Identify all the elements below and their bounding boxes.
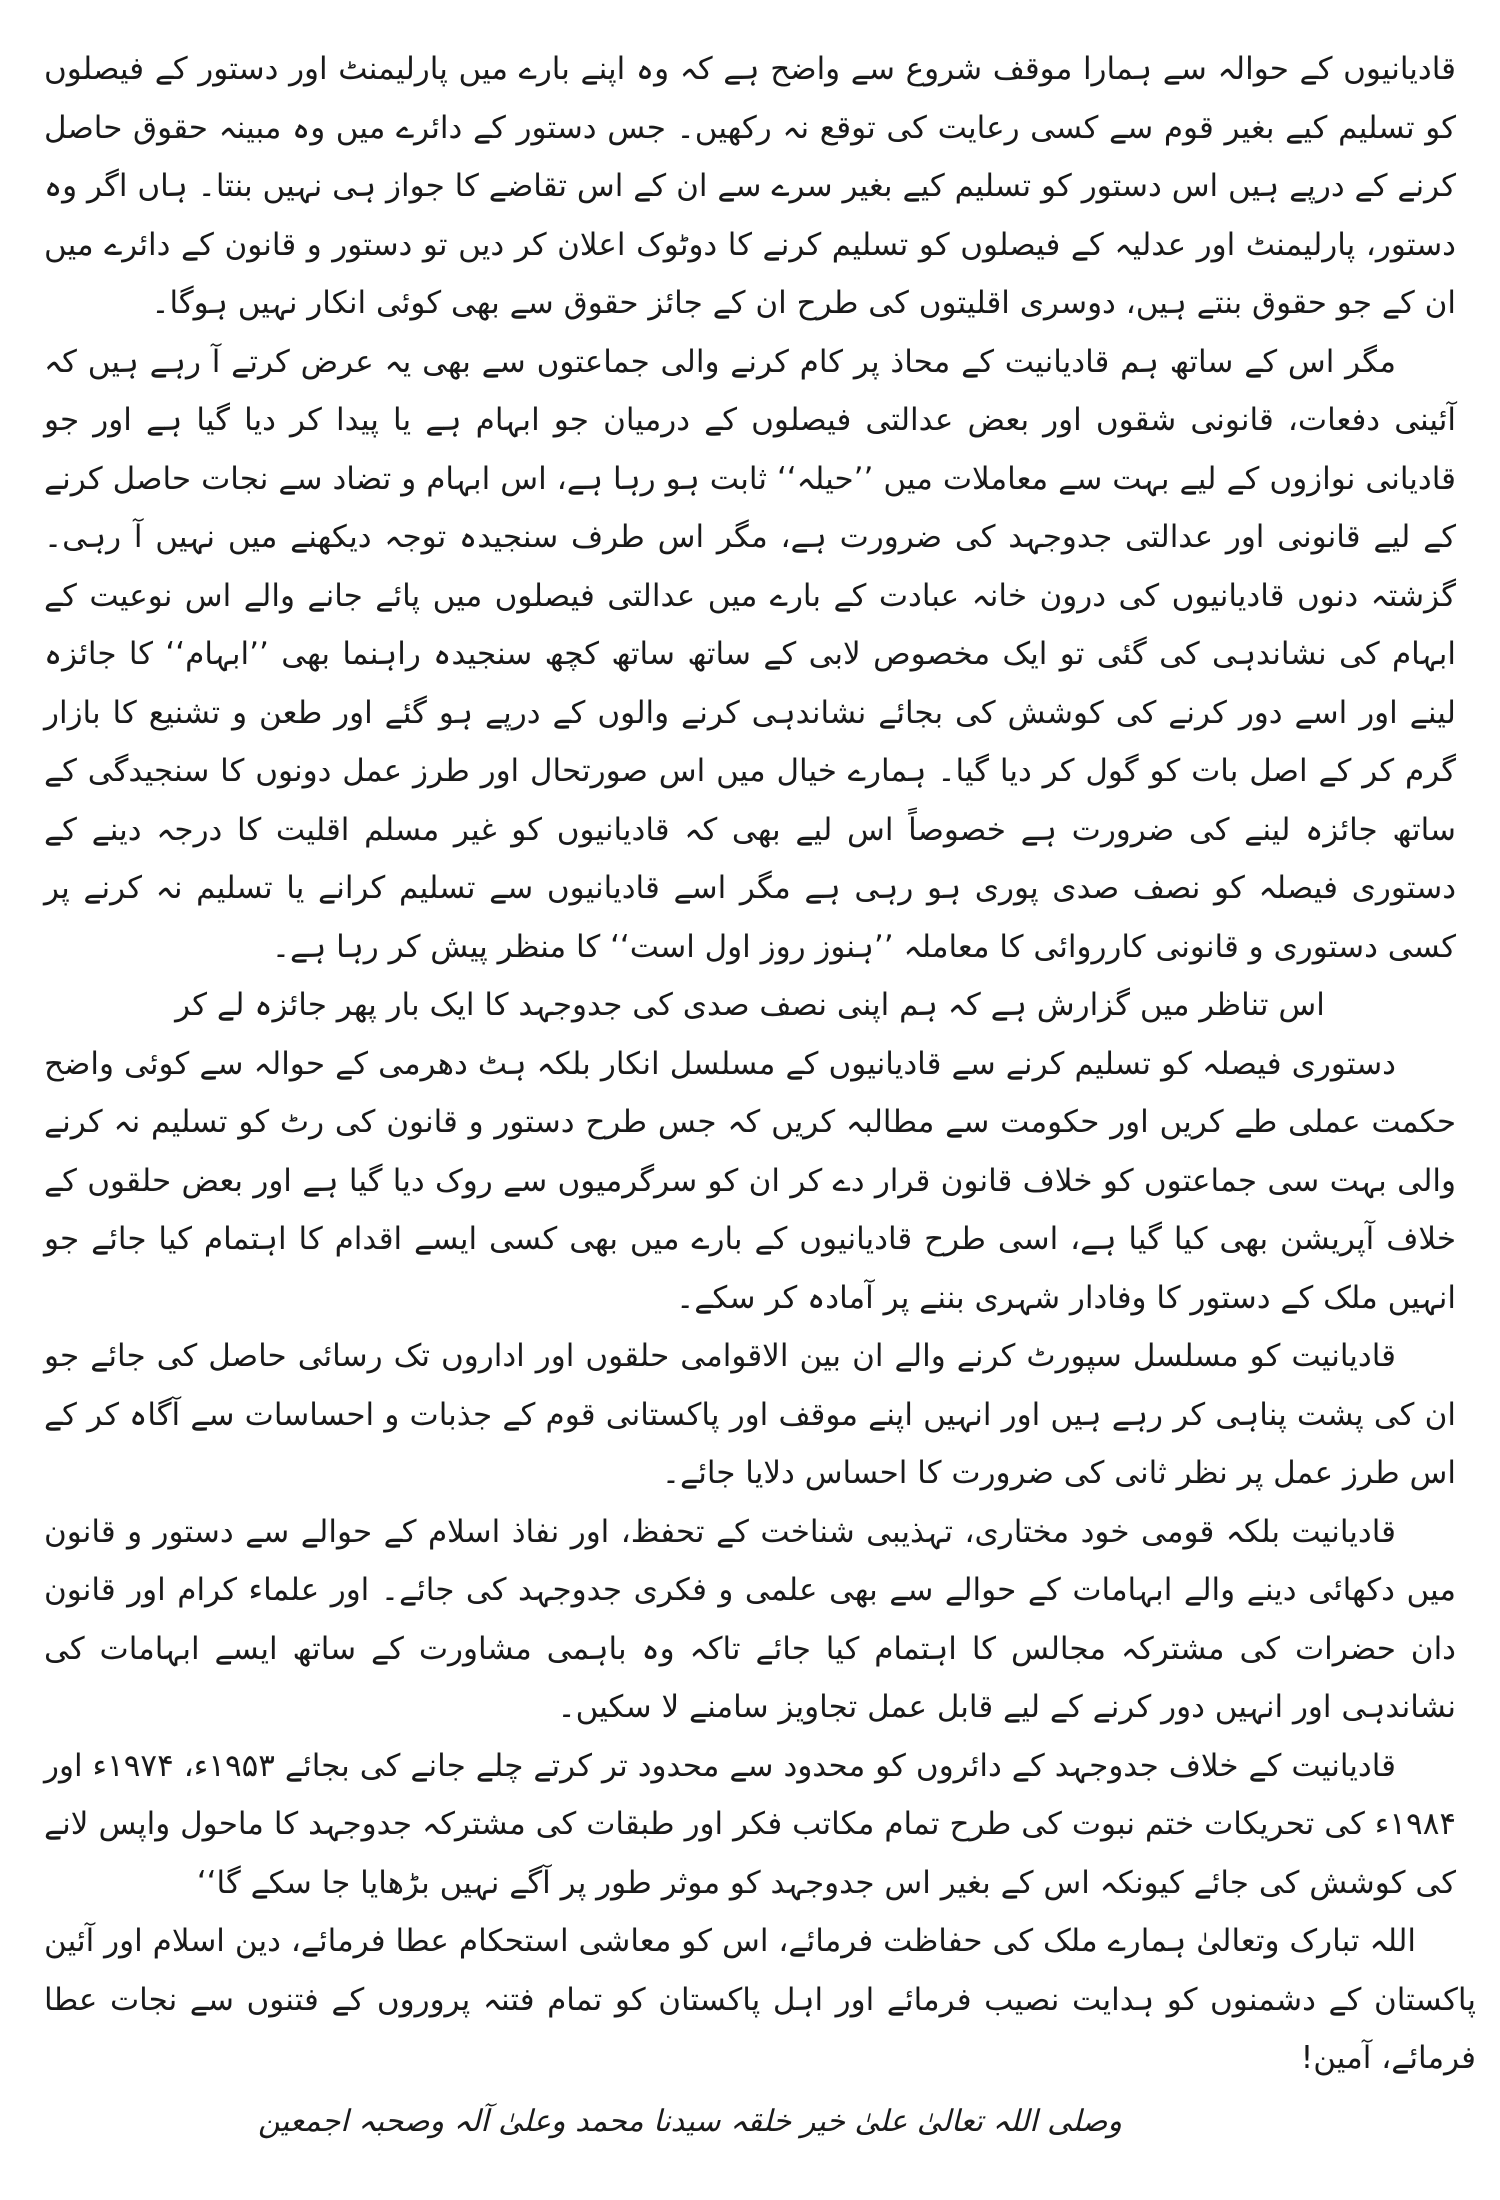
paragraph-prayer: اللہ تبارک وتعالیٰ ہمارے ملک کی حفاظت فرمائے، اس کو معاشی استحکام عطا فرمائے، دین اسلام اور آئین پاکستان کے دشمنوں کو ہدایت نصیب فرمائے اور اہل پاکستان کو تمام فتنہ پروروں کے فتنوں سے نجات عطا فرمائے، آمین! (44, 1923, 1476, 2076)
paragraph-legal-ambiguity: مگر اس کے ساتھ ہم قادیانیت کے محاذ پر کام کرنے والی جماعتوں سے بھی یہ عرض کرتے آ رہے ہیں کہ آئینی دفعات، قانونی شقوں اور بعض عدالتی فیصلوں کے درمیان جو ابہام ہے یا پیدا کر دیا گیا ہے اور جو قادیانی نوازوں کے لیے بہت سے معاملات میں ’’حیلہ‘‘ ثابت ہو رہا ہے، اس ابہام و تضاد سے نجات حاصل کرنے کے لیے قانونی اور عدالتی جدوجہد کی ضرورت ہے، مگر اس طرف سنجیدہ توجہ دیکھنے میں نہیں آ رہی۔ گزشتہ دنوں قادیانیوں کی درون خانہ عبادت کے بارے میں عدالتی فیصلوں میں پائے جانے والے اس نوعیت کے ابہام کی نشاندہی کی گئی تو ایک مخصوص لابی کے ساتھ ساتھ کچھ سنجیدہ راہنما بھی ’’ابہام‘‘ کا جائزہ لینے اور اسے دور کرنے کی کوشش کی بجائے نشاندہی کرنے والوں کے درپے ہو گئے اور طعن و تشنیع کا بازار گرم کر کے اصل بات کو گول کر دیا گیا۔ ہمارے خیال میں اس صورتحال اور طرز عمل دونوں کا سنجیدگی کے ساتھ جائزہ لینے کی ضرورت ہے خصوصاً اس لیے بھی کہ قادیانیوں کو غیر مسلم اقلیت کا درجہ دینے کے دستوری فیصلہ کو نصف صدی پوری ہو رہی ہے مگر اسے قادیانیوں سے تسلیم کرانے یا تسلیم نہ کرنے پر کسی دستوری و قانونی کارروائی کا معاملہ ’’ہنوز روز اول است‘‘ کا منظر پیش کر رہا ہے۔ (44, 343, 1457, 965)
paragraph-strategy-demand: دستوری فیصلہ کو تسلیم کرنے سے قادیانیوں کے مسلسل انکار بلکہ ہٹ دھرمی کے حوالہ سے کوئی واضح حکمت عملی طے کریں اور حکومت سے مطالبہ کریں کہ جس طرح دستور و قانون کی رٹ کو تسلیم نہ کرنے والی بہت سی جماعتوں کو خلاف قانون قرار دے کر ان کو سرگرمیوں سے روک دیا گیا ہے اور بعض حلقوں کے خلاف آپریشن بھی کیا گیا ہے، اسی طرح قادیانیوں کے بارے میں بھی کسی ایسے اقدام کا اہتمام کیا جائے جو انہیں ملک کے دستور کا وفادار شہری بننے پر آمادہ کر سکے۔ (44, 1045, 1456, 1316)
paragraph-request-intro: اس تناظر میں گزارش ہے کہ ہم اپنی نصف صدی کی جدوجہد کا ایک بار پھر جائزہ لے کر (175, 987, 1325, 1023)
paragraph-qadiani-stance: قادیانیوں کے حوالہ سے ہمارا موقف شروع سے واضح ہے کہ وہ اپنے بارے میں پارلیمنٹ اور دستور کے فیصلوں کو تسلیم کیے بغیر قوم سے کسی رعایت کی توقع نہ رکھیں۔ جس دستور کے دائرے میں وہ مبینہ حقوق حاصل کرنے کے درپے ہیں اس دستور کو تسلیم کیے بغیر سرے سے ان کے اس تقاضے کا جواز ہی نہیں بنتا۔ ہاں اگر وہ دستور، پارلیمنٹ اور عدلیہ کے فیصلوں کو تسلیم کرنے کا دوٹوک اعلان کر دیں تو دستور و قانون کے دائرے میں ان کے جو حقوق بنتے ہیں، دوسری اقلیتوں کی طرح ان کے جائز حقوق سے بھی کوئی انکار نہیں ہوگا۔ (44, 51, 1456, 321)
closing-salutation: وصلی اللہ تعالیٰ علیٰ خیر خلقہ سیدنا محمد وعلیٰ آلہ وصحبہ اجمعین (258, 2103, 1122, 2139)
paragraph-joint-movement: قادیانیت کے خلاف جدوجہد کے دائروں کو محدود سے محدود تر کرتے چلے جانے کی بجائے ۱۹۵۳ء، ۱۹۷۴ء اور ۱۹۸۴ء کی تحریکات ختم نبوت کی طرح تمام مکاتب فکر اور طبقات کی مشترکہ جدوجہد کا ماحول واپس لانے کی کوشش کی جائے کیونکہ اس کے بغیر اس جدوجہد کو موثر طور پر آگے نہیں بڑھایا جا سکے گا‘‘ (44, 1747, 1456, 1901)
paragraph-scholarly-struggle: قادیانیت بلکہ قومی خود مختاری، تہذیبی شناخت کے تحفظ، اور نفاذ اسلام کے حوالے سے دستور و قانون میں دکھائی دینے والے ابہامات کے حوالے سے بھی علمی و فکری جدوجہد کی جائے۔ اور علماء کرام اور قانون دان حضرات کی مشترکہ مجالس کا اہتمام کیا جائے تاکہ وہ باہمی مشاورت کے ساتھ ایسے ابہامات کی نشاندہی اور انہیں دور کرنے کے لیے قابل عمل تجاویز سامنے لا سکیں۔ (44, 1513, 1456, 1725)
paragraph-international-outreach: قادیانیت کو مسلسل سپورٹ کرنے والے ان بین الاقوامی حلقوں اور اداروں تک رسائی حاصل کی جائے جو ان کی پشت پناہی کر رہے ہیں اور انہیں اپنے موقف اور پاکستانی قوم کے جذبات و احساسات سے آگاہ کر کے اس طرز عمل پر نظر ثانی کی ضرورت کا احساس دلایا جائے۔ (44, 1338, 1456, 1491)
